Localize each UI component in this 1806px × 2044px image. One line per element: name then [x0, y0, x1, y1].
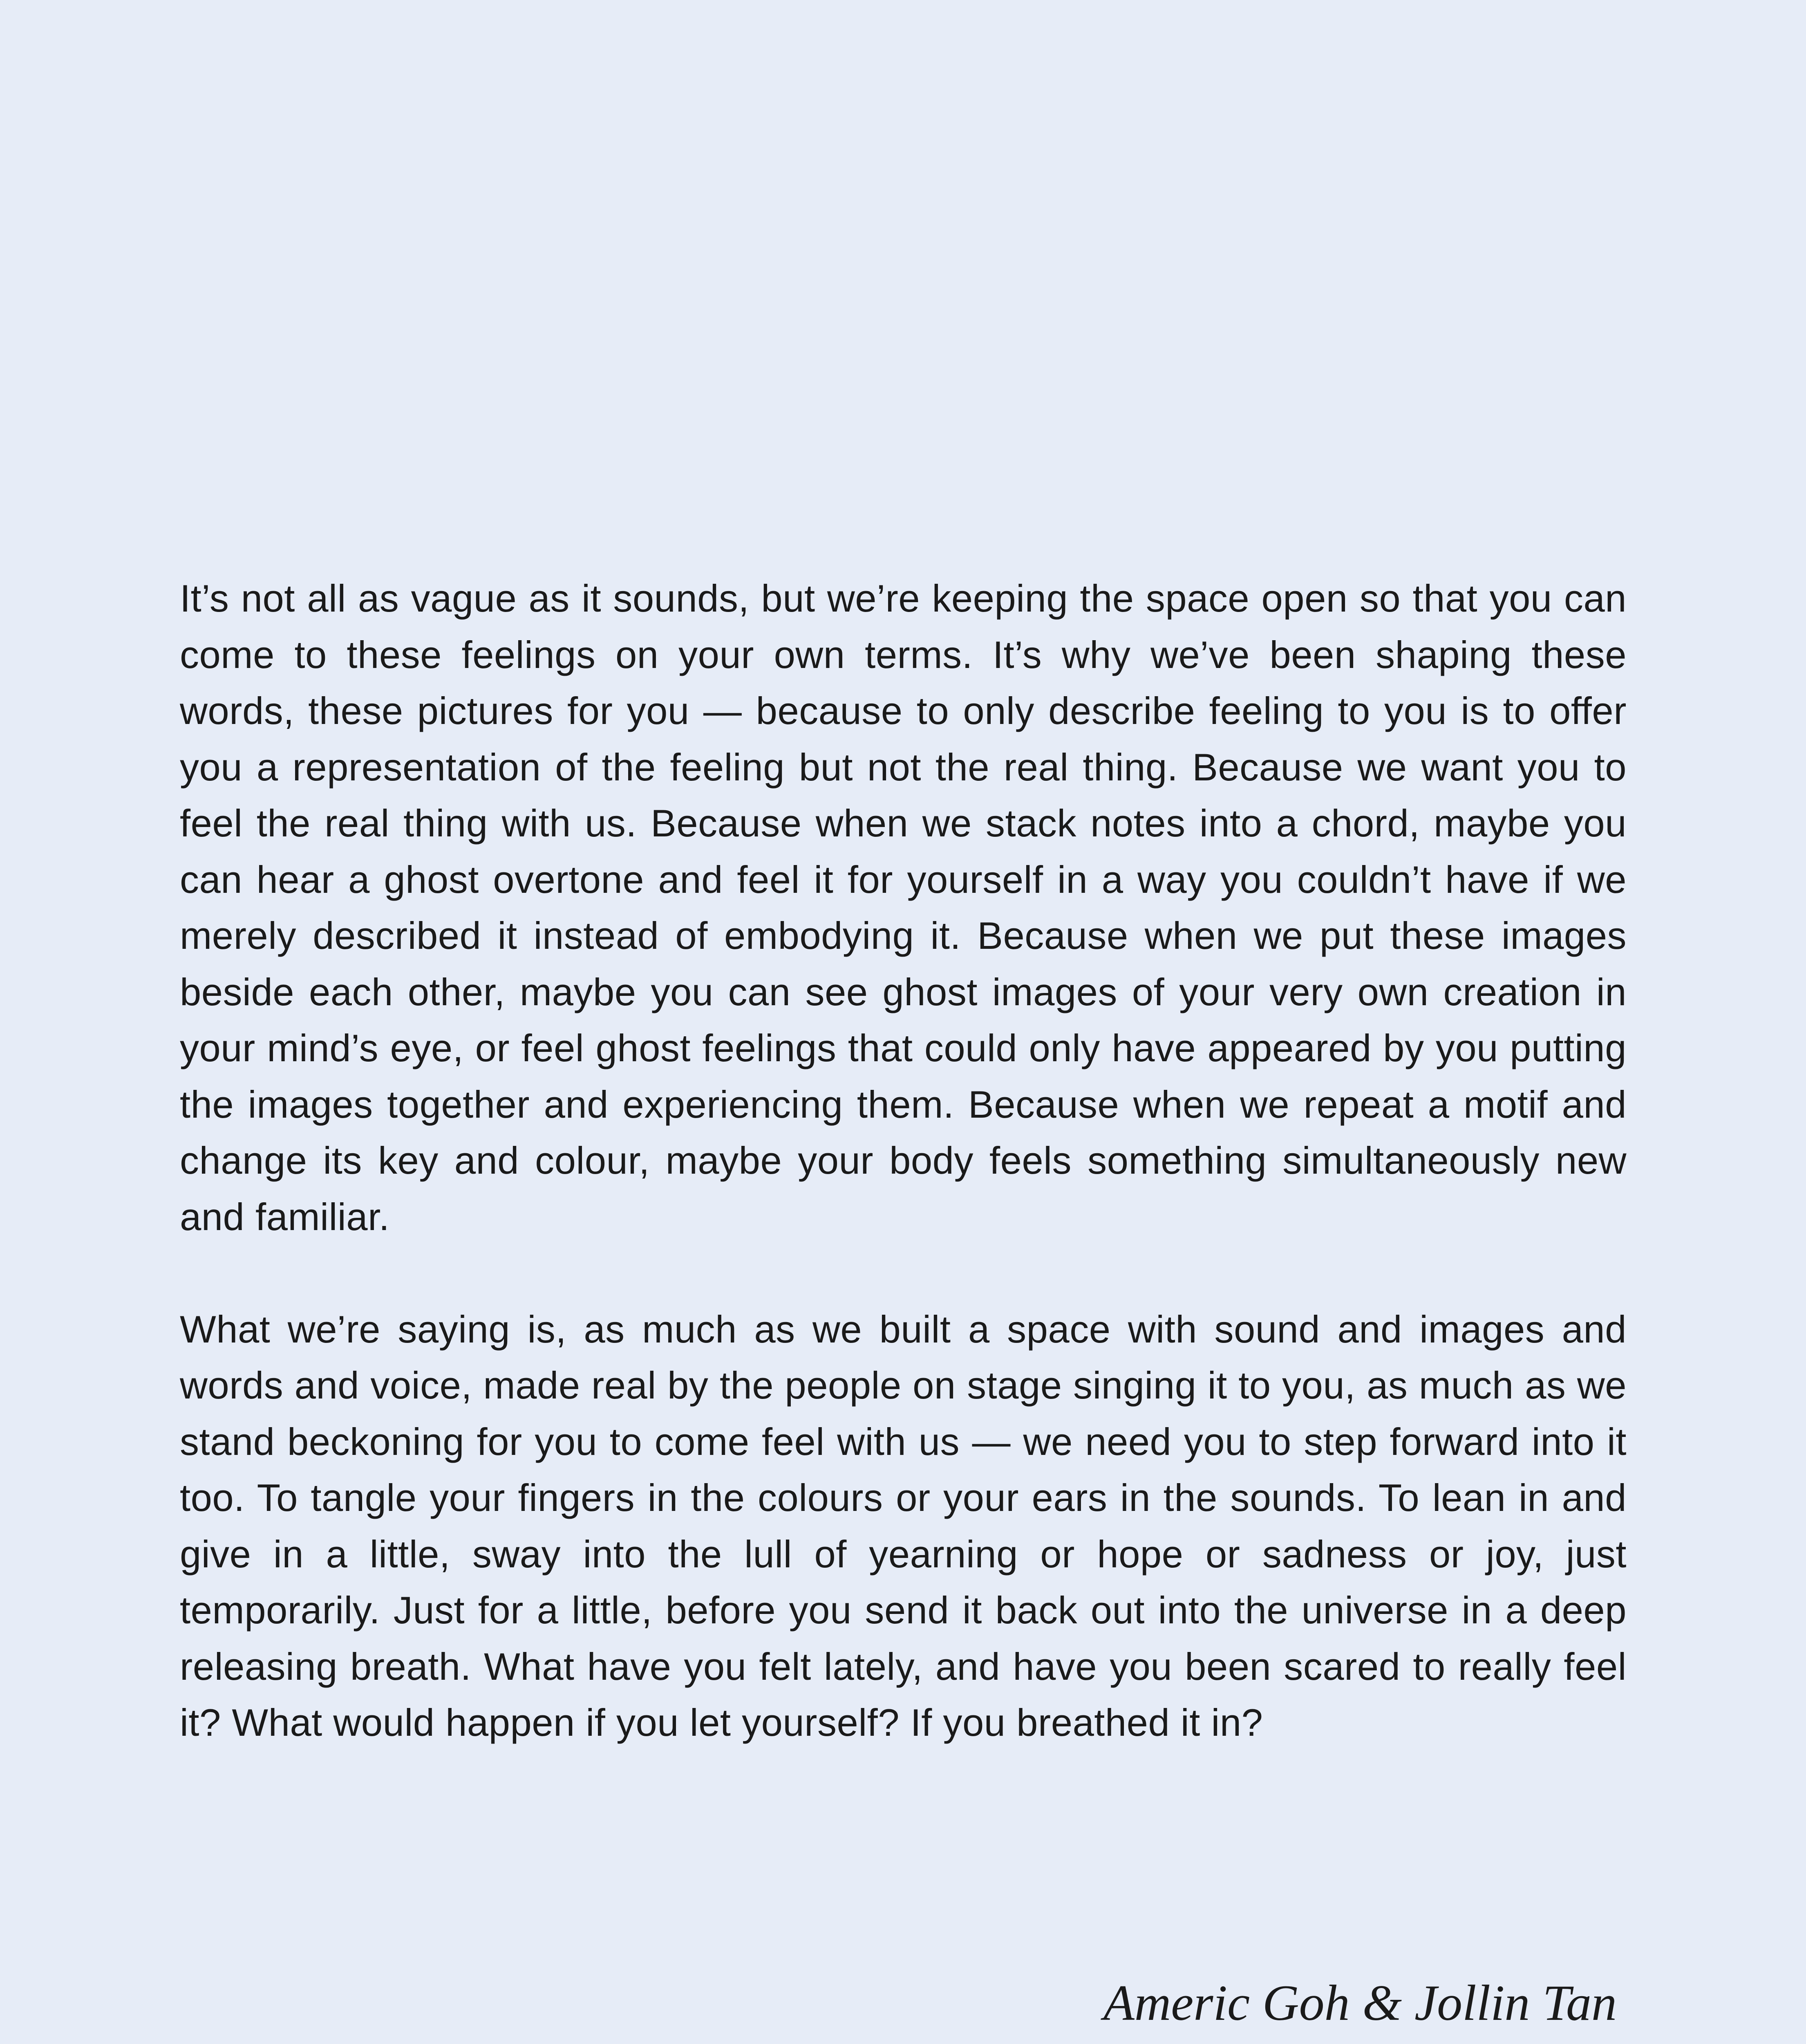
letter-body	[180, 570, 1627, 1751]
paragraph-1: It’s not all as vague as it sounds, but we’re keeping the space open so that you can come to these feelings on your own terms. It’s why we’ve been shaping these words, these pictures for you — because to only describe feeling to you is to offer you a representation of the feeling but not the real thing. Because we want you to feel the real thing with us. Because when we stack notes into a chord, maybe you can hear a ghost overtone and feel it for yourself in a way you couldn’t have if we merely described it instead of embodying it. Because when we put these images beside each other, maybe you can see ghost images of your very own creation in your mind’s eye, or feel ghost feelings that could only have appeared by you putting the images together and experiencing them. Because when we repeat a motif and change its key and colour, maybe your body feels something simultaneously new and familiar.	[180, 577, 1627, 1238]
signature: Americ Goh & Jollin Tan	[1103, 1975, 1617, 2031]
paragraph-2: What we’re saying is, as much as we built a space with sound and images and words and voice, made real by the people on stage singing it to you, as much as we stand beckoning for you to come feel with us — we need you to step forward into it too. To tangle your fingers in the colours or your ears in the sounds. To lean in and give in a little, sway into the lull of yearning or hope or sadness or joy, just temporarily. Just for a little, before you send it back out into the universe in a deep releasing breath. What have you felt lately, and have you been scared to really feel it? What would happen if you let yourself? If you breathed it in?	[180, 1307, 1627, 1744]
